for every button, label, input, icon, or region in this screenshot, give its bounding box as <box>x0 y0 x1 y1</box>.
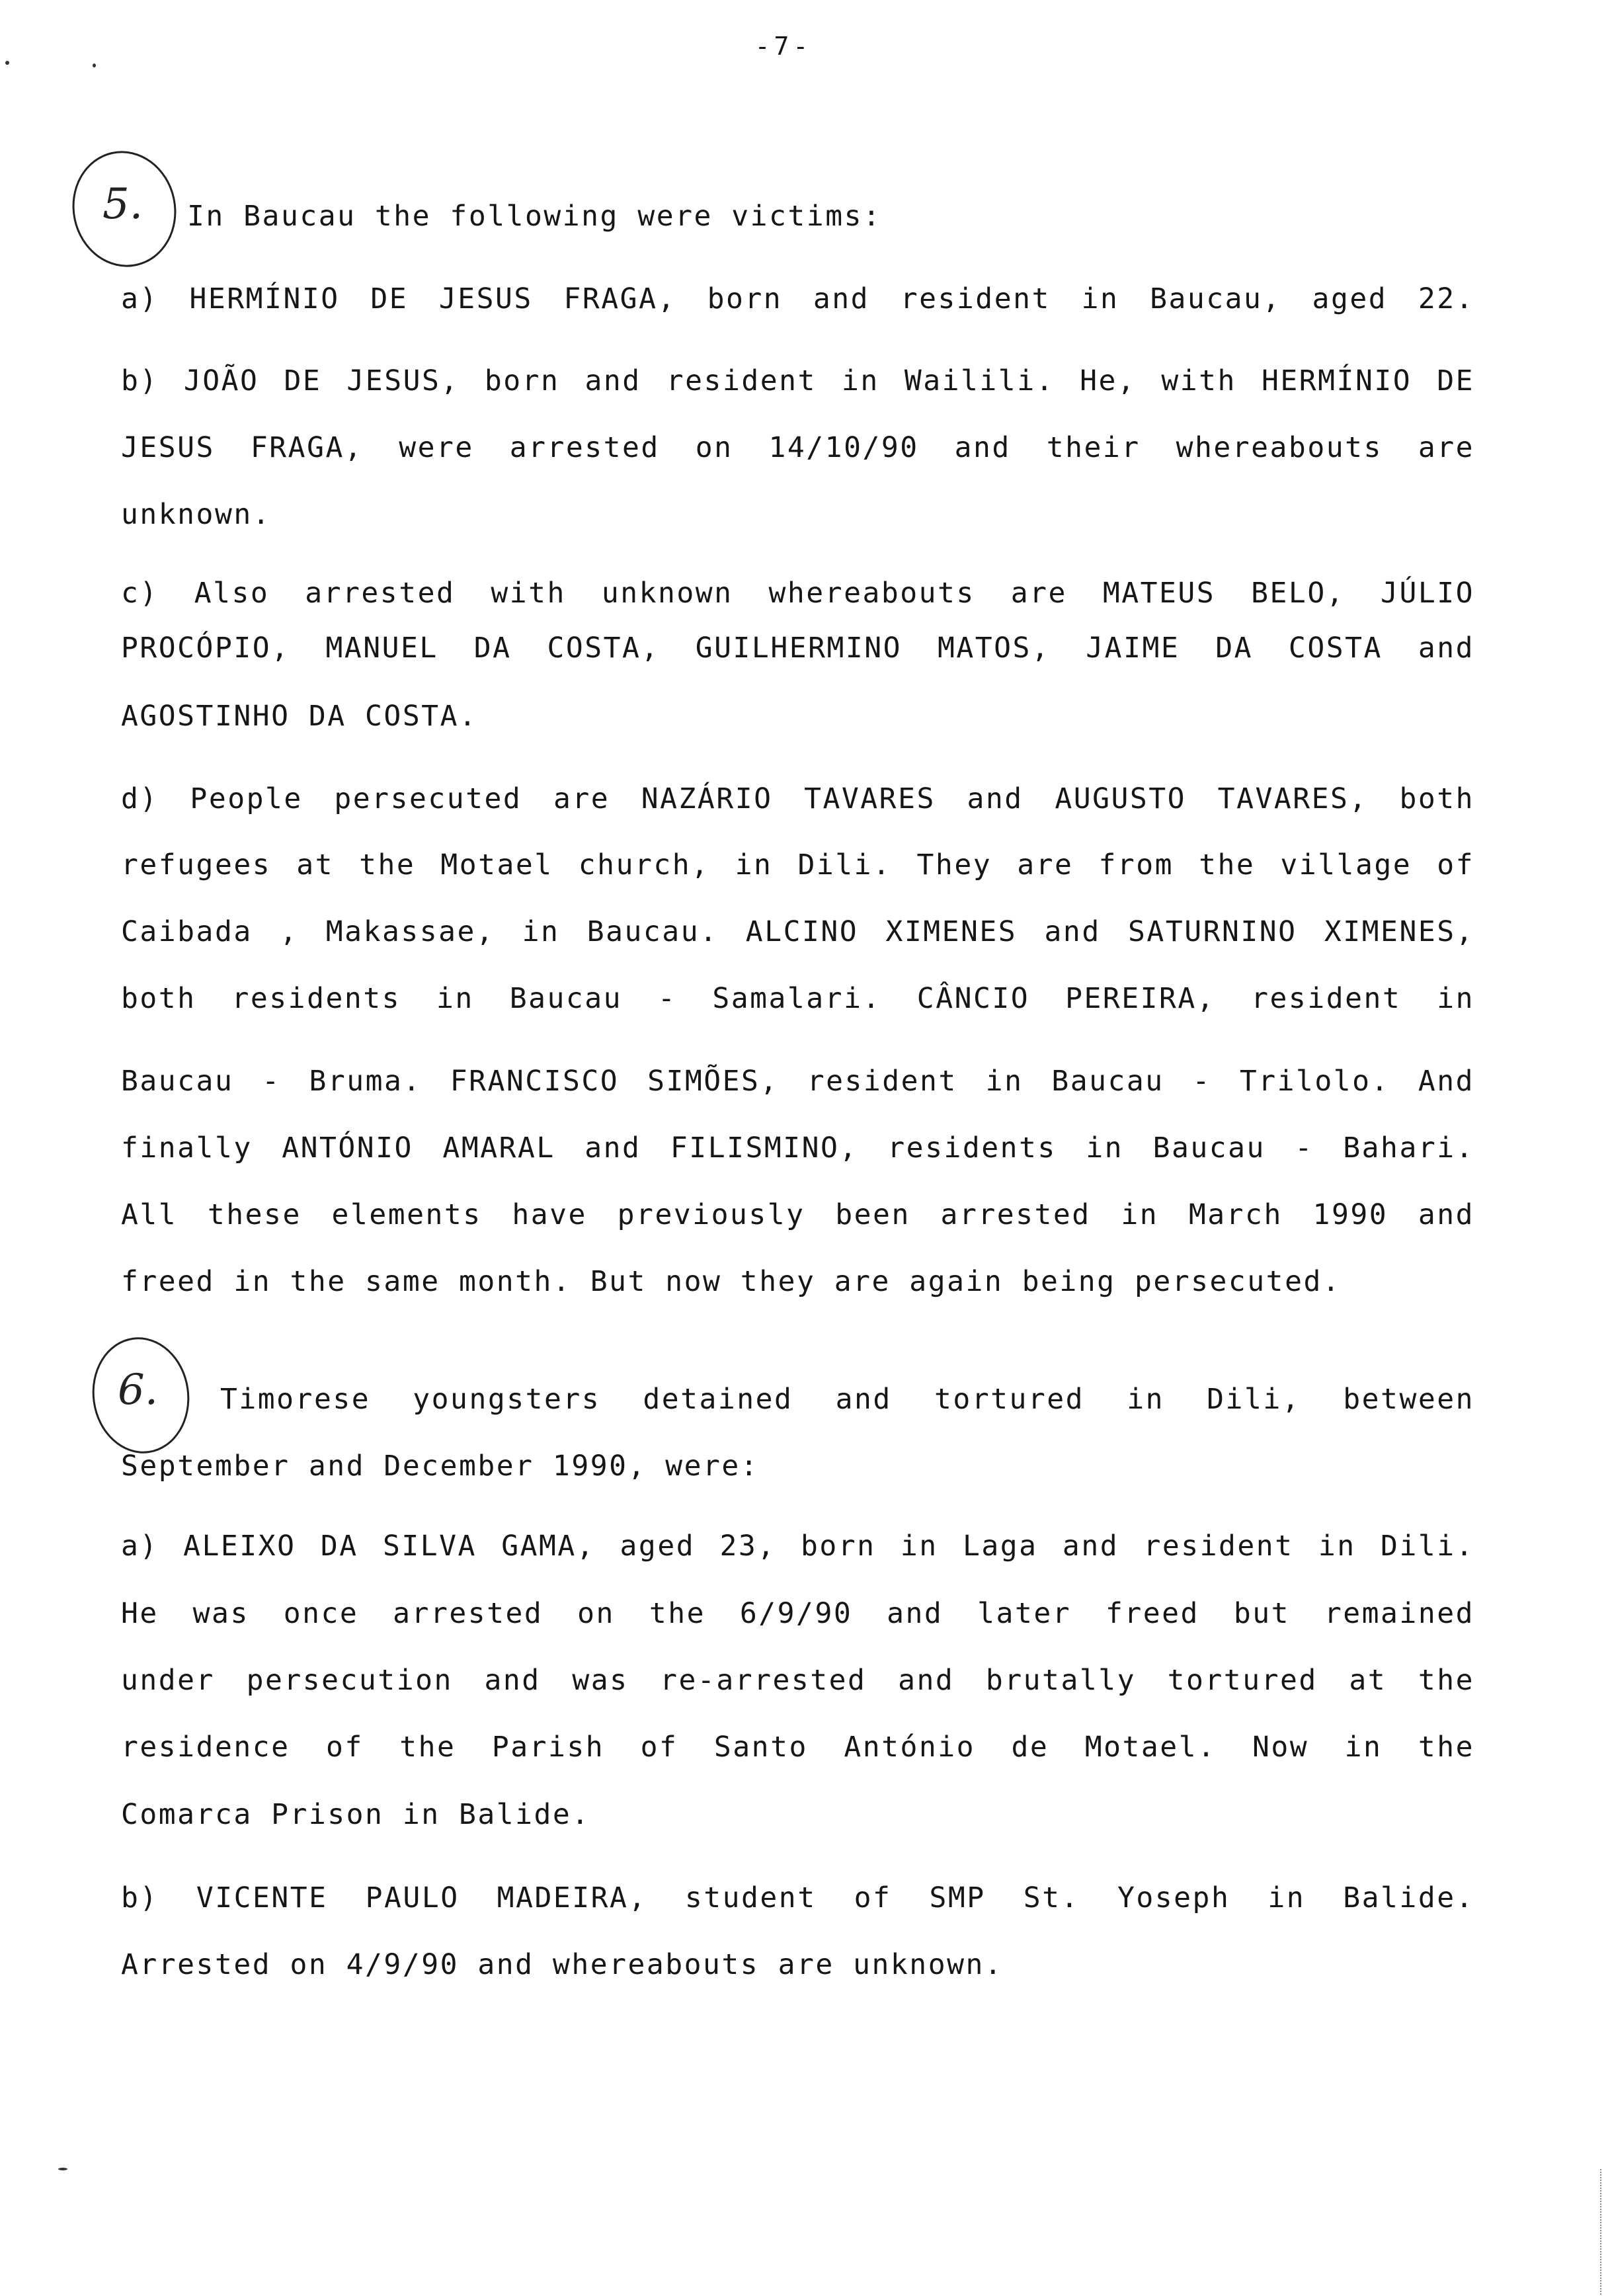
item-6a-line1: a) ALEIXO DA SILVA GAMA, aged 23, born in Laga and resident in Dili. <box>121 1530 1474 1563</box>
item-6b-line1: b) VICENTE PAULO MADEIRA, student of SMP St. Yoseph in Balide. <box>121 1881 1474 1914</box>
item-5c-line1: c) Also arrested with unknown whereabouts are MATEUS BELO, JÚLIO <box>121 577 1474 610</box>
item-5d-line3: Caibada , Makassae, in Baucau. ALCINO XIMENES and SATURNINO XIMENES, <box>121 915 1474 948</box>
item-5b-line3: unknown. <box>121 498 272 531</box>
page-number: -7- <box>754 32 813 61</box>
scan-speck <box>5 61 9 65</box>
item-6a-line4: residence of the Parish of Santo António de Motael. Now in the <box>121 1731 1474 1764</box>
item-5d-line1: d) People persecuted are NAZÁRIO TAVARES and AUGUSTO TAVARES, both <box>121 782 1474 815</box>
handwritten-section-5: 5. <box>102 180 143 229</box>
item-5d-line6: finally ANTÓNIO AMARAL and FILISMINO, residents in Baucau - Bahari. <box>121 1131 1474 1165</box>
item-6a-line2: He was once arrested on the 6/9/90 and later freed but remained <box>121 1597 1474 1630</box>
item-5d-line7: All these elements have previously been arrested in March 1990 and <box>121 1198 1474 1231</box>
item-6b-line2: Arrested on 4/9/90 and whereabouts are unknown. <box>121 1948 1004 1981</box>
item-5d-line8: freed in the same month. But now they are again being persecuted. <box>121 1265 1342 1298</box>
item-5a: a) HERMÍNIO DE JESUS FRAGA, born and resident in Baucau, aged 22. <box>121 282 1474 315</box>
item-5d-line5: Baucau - Bruma. FRANCISCO SIMÕES, resident in Baucau - Trilolo. And <box>121 1065 1474 1098</box>
item-5d-line4: both residents in Baucau - Samalari. CÂNCIO PEREIRA, resident in <box>121 982 1474 1015</box>
item-6a-line3: under persecution and was re-arrested and brutally tortured at the <box>121 1664 1474 1697</box>
section-6-heading-line2: September and December 1990, were: <box>121 1450 760 1483</box>
handwritten-section-6: 6. <box>118 1366 159 1414</box>
item-6a-line5: Comarca Prison in Balide. <box>121 1798 590 1831</box>
item-5c-line3: AGOSTINHO DA COSTA. <box>121 700 478 733</box>
item-5c-line2: PROCÓPIO, MANUEL DA COSTA, GUILHERMINO MATOS, JAIME DA COSTA and <box>121 632 1474 665</box>
scan-speck <box>58 2168 67 2170</box>
item-5d-line2: refugees at the Motael church, in Dili. They are from the village of <box>121 848 1474 882</box>
item-5b-line2: JESUS FRAGA, were arrested on 14/10/90 and their whereabouts are <box>121 431 1474 464</box>
section-6-heading-line1: Timorese youngsters detained and tortured in Dili, between <box>220 1383 1474 1416</box>
item-5b-line1: b) JOÃO DE JESUS, born and resident in Wailili. He, with HERMÍNIO DE <box>121 364 1474 397</box>
section-5-heading: In Baucau the following were victims: <box>187 200 882 233</box>
scan-speck <box>93 63 96 67</box>
scan-edge-mark <box>1600 2169 1603 2295</box>
